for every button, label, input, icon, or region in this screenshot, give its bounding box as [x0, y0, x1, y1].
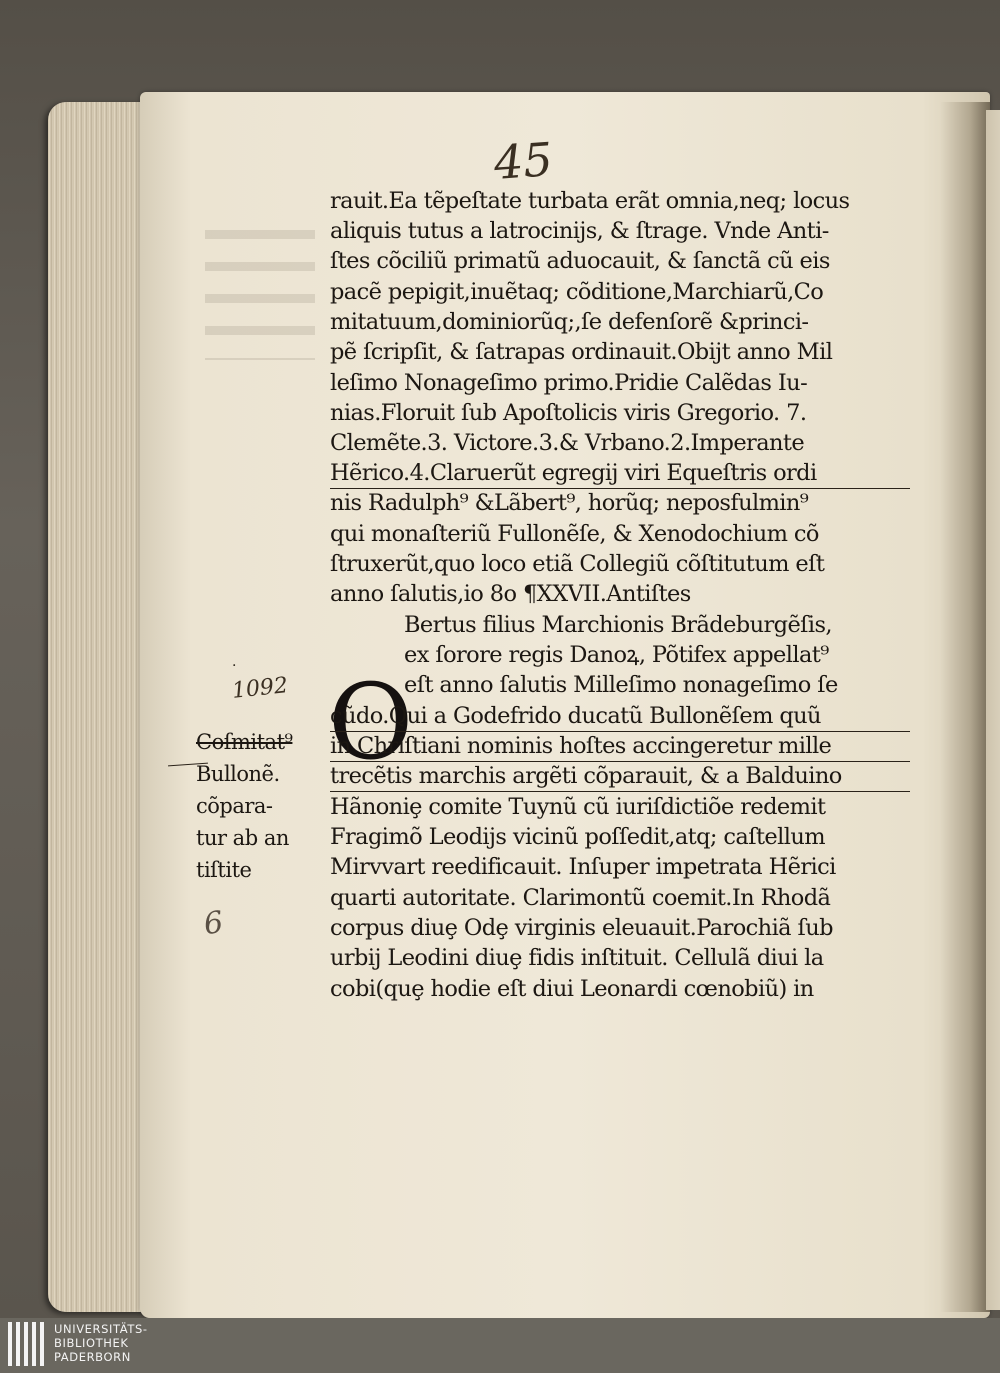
- show-through-text: [205, 230, 315, 360]
- library-logo-icon: [8, 1322, 46, 1366]
- text-line: Mirvvart reedificauit. Inſuper impetrata Hẽrici: [330, 854, 836, 880]
- text-line: corpus diuȩ Odȩ virginis eleuauit.Parochiã ſub: [330, 915, 833, 941]
- text-line: pacẽ pepigit,inuẽtaq; cõditione,Marchiarũ,Co: [330, 279, 824, 305]
- margin-line: Coſmitat⁹: [196, 730, 293, 754]
- text-line: Fragimõ Leodijs vicinũ poſſedit,atq; caſtellum: [330, 824, 825, 850]
- text-line: leſimo Nonageſimo primo.Pridie Calẽdas Iu‑: [330, 370, 808, 396]
- library-name-line: PADERBORN: [54, 1350, 131, 1364]
- facing-page-edge: [986, 110, 1000, 1310]
- text-line-underlined: in Chriſtiani nominis hoſtes accingeretur mille: [330, 731, 910, 762]
- folio-number: 45: [492, 132, 555, 190]
- text-line: eſt anno ſalutis Milleſimo nonageſimo ſe: [404, 672, 838, 698]
- text-line: cobi(quȩ hodie eſt diui Leonardi cœnobiũ) in: [330, 976, 814, 1002]
- text-line-underlined: Hẽrico.4.Claruerũt egregij viri Equeſtris ordi: [330, 458, 910, 489]
- margin-line: tiſtite: [196, 858, 252, 882]
- margin-dot: ·: [232, 658, 237, 674]
- text-line: pẽ ſcripſit, & ſatrapas ordinauit.Obijt anno Mil: [330, 339, 833, 365]
- text-line: Clemẽte.3. Victore.3.& Vrbano.2.Imperante: [330, 430, 805, 456]
- drop-initial: O: [328, 661, 414, 783]
- text-line: mitatuum,dominiorũq;,ſe defenſorẽ &princi‑: [330, 309, 809, 335]
- text-line: nis Radulph⁹ &Lãbert⁹, horũq; neposfulmin⁹: [330, 490, 809, 516]
- margin-line: tur ab an: [196, 826, 289, 850]
- text-line: aliquis tutus a latrocinijs, & ſtrage. Vnde Anti‑: [330, 218, 829, 244]
- text-line-underlined: trecẽtis marchis argẽti cõparauit, & a Balduino: [330, 761, 910, 792]
- text-line: quarti autoritate. Clarimontũ coemit.In Rhodã: [330, 885, 831, 911]
- text-line: anno ſalutis,io 8o ¶XXVII.Antiſtes: [330, 581, 691, 607]
- footer-bar: [0, 1318, 1000, 1373]
- library-name-line: BIBLIOTHEK: [54, 1336, 129, 1350]
- text-line: ſtes cõciliũ primatũ aduocauit, & ſanctã cũ eis: [330, 248, 830, 274]
- library-name: [54, 1322, 148, 1364]
- text-line: qui monaſteriũ Fullonẽſe, & Xenodochium cõ: [330, 521, 819, 547]
- margin-line: Bullonẽ.: [196, 762, 280, 786]
- text-line: rauit.Ea tẽpeſtate turbata erãt omnia,neq; locus: [330, 188, 850, 214]
- handwritten-year: 1092: [230, 673, 290, 704]
- handwritten-mark: 6: [201, 904, 226, 943]
- text-line: Bertus filius Marchionis Brãdeburgẽſis,: [404, 612, 832, 638]
- text-line-underlined: cũdo.Qui a Godefrido ducatũ Bullonẽſem quũ: [330, 701, 910, 732]
- text-line: nias.Floruit ſub Apoſtolicis viris Gregorio. 7.: [330, 400, 807, 426]
- text-line: ſtruxerũt,quo loco etiã Collegiũ cõſtitutum eſt: [330, 551, 825, 577]
- gutter-shadow: [940, 102, 990, 1312]
- text-line: ex ſorore regis Danoꝝ, Põtifex appellat⁹: [404, 642, 829, 668]
- margin-line: cõpara‑: [196, 794, 273, 818]
- library-name-line: UNIVERSITÄTS-: [54, 1322, 148, 1336]
- text-line: urbij Leodini diuȩ fidis inſtituit. Cellulã diui la: [330, 945, 824, 971]
- text-line: Hãnoniȩ comite Tuynũ cũ iuriſdictiõe redemit: [330, 794, 826, 820]
